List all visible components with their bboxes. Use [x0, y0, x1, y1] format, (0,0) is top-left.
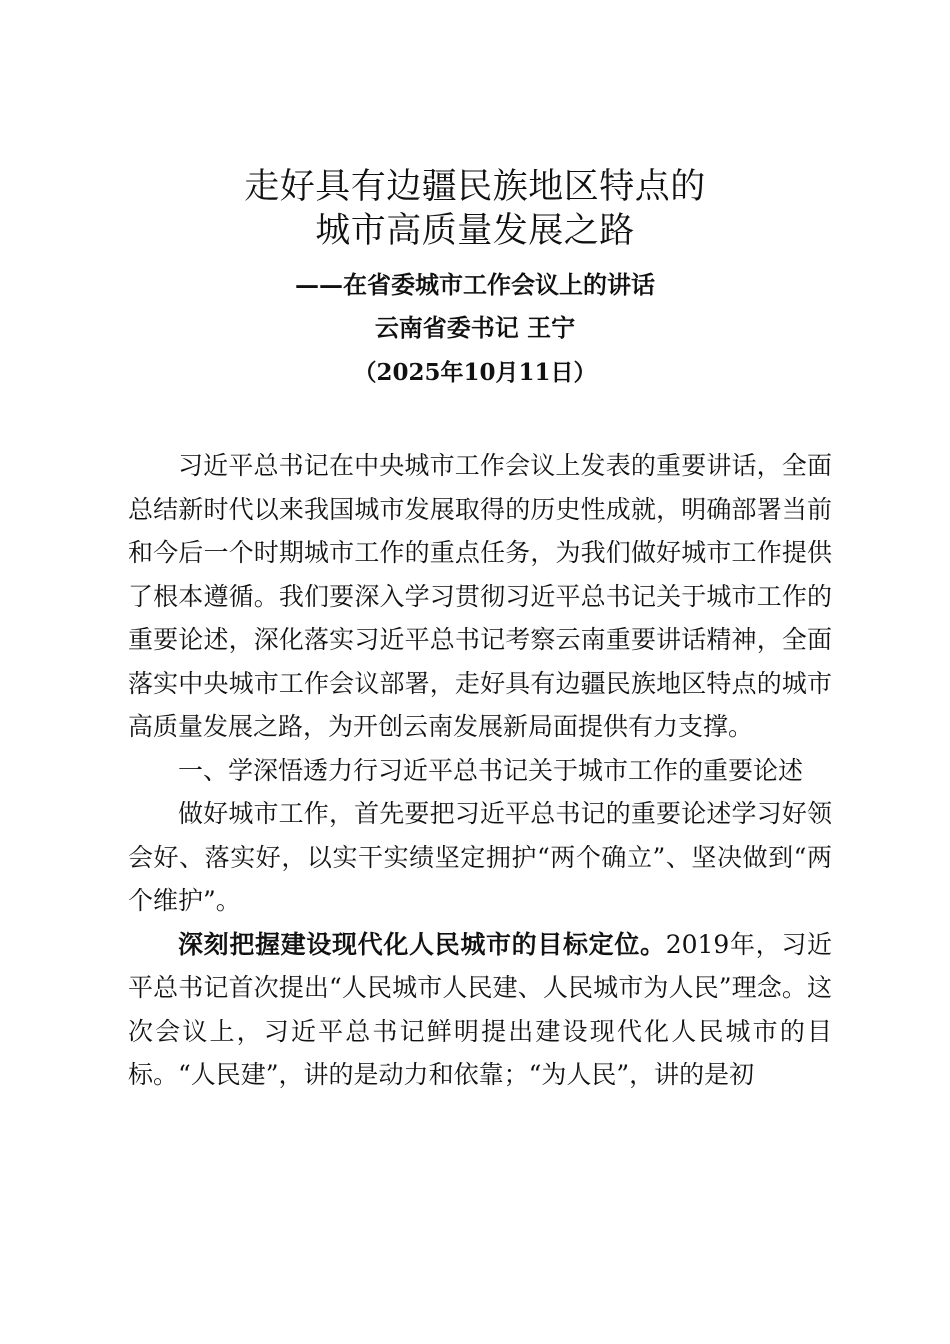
document-header — [0, 165, 950, 395]
paragraph-lead-bold: 深刻把握建设现代化人民城市的目标定位。 — [178, 929, 666, 959]
document-date: （2025年10月11日） — [353, 359, 597, 386]
paragraph-text: 习近平总书记在中央城市工作会议上发表的重要讲话，全面总结新时代以来我国城市发展取得的历史性成就，明确部署当前和今后一个时期城市工作的重点任务，为我们做好城市工作提供了根本遵循。我们要深入学习贯彻习近平总书记关于城市工作的重要论述，深化落实习近平总书记考察云南重要讲话精神，全面落实中央城市工作会议部署，走好具有边疆民族地区特点的城市高质量发展之路，为开创云南发展新局面提供有力支撑。 — [128, 451, 832, 741]
paragraph-text: 2019年，习近平总书记首次提出“人民城市人民建、人民城市为人民”理念。这次会议上，习近平总书记鲜明提出建设现代化人民城市的目标。“人民建”，讲的是动力和依靠；“为人民”，讲的是初 — [128, 929, 832, 1089]
document-body — [128, 444, 832, 1097]
paragraph-intro — [128, 444, 832, 749]
paragraph-section-1-intro — [128, 792, 832, 923]
section-heading-1 — [128, 749, 832, 793]
document-title-line-1: 走好具有边疆民族地区特点的 — [244, 167, 706, 207]
paragraph-text: 一、学深悟透力行习近平总书记关于城市工作的重要论述 — [178, 755, 804, 785]
document-subtitle: ——在省委城市工作会议上的讲话 — [295, 270, 655, 299]
paragraph-text: 做好城市工作，首先要把习近平总书记的重要论述学习好领会好、落实好，以实干实绩坚定拥护“两个确立”、坚决做到“两个维护”。 — [128, 799, 832, 915]
paragraph-target-positioning — [128, 923, 832, 1097]
document-author: 云南省委书记 王宁 — [374, 313, 576, 342]
document-title-line-2: 城市高质量发展之路 — [315, 211, 635, 251]
